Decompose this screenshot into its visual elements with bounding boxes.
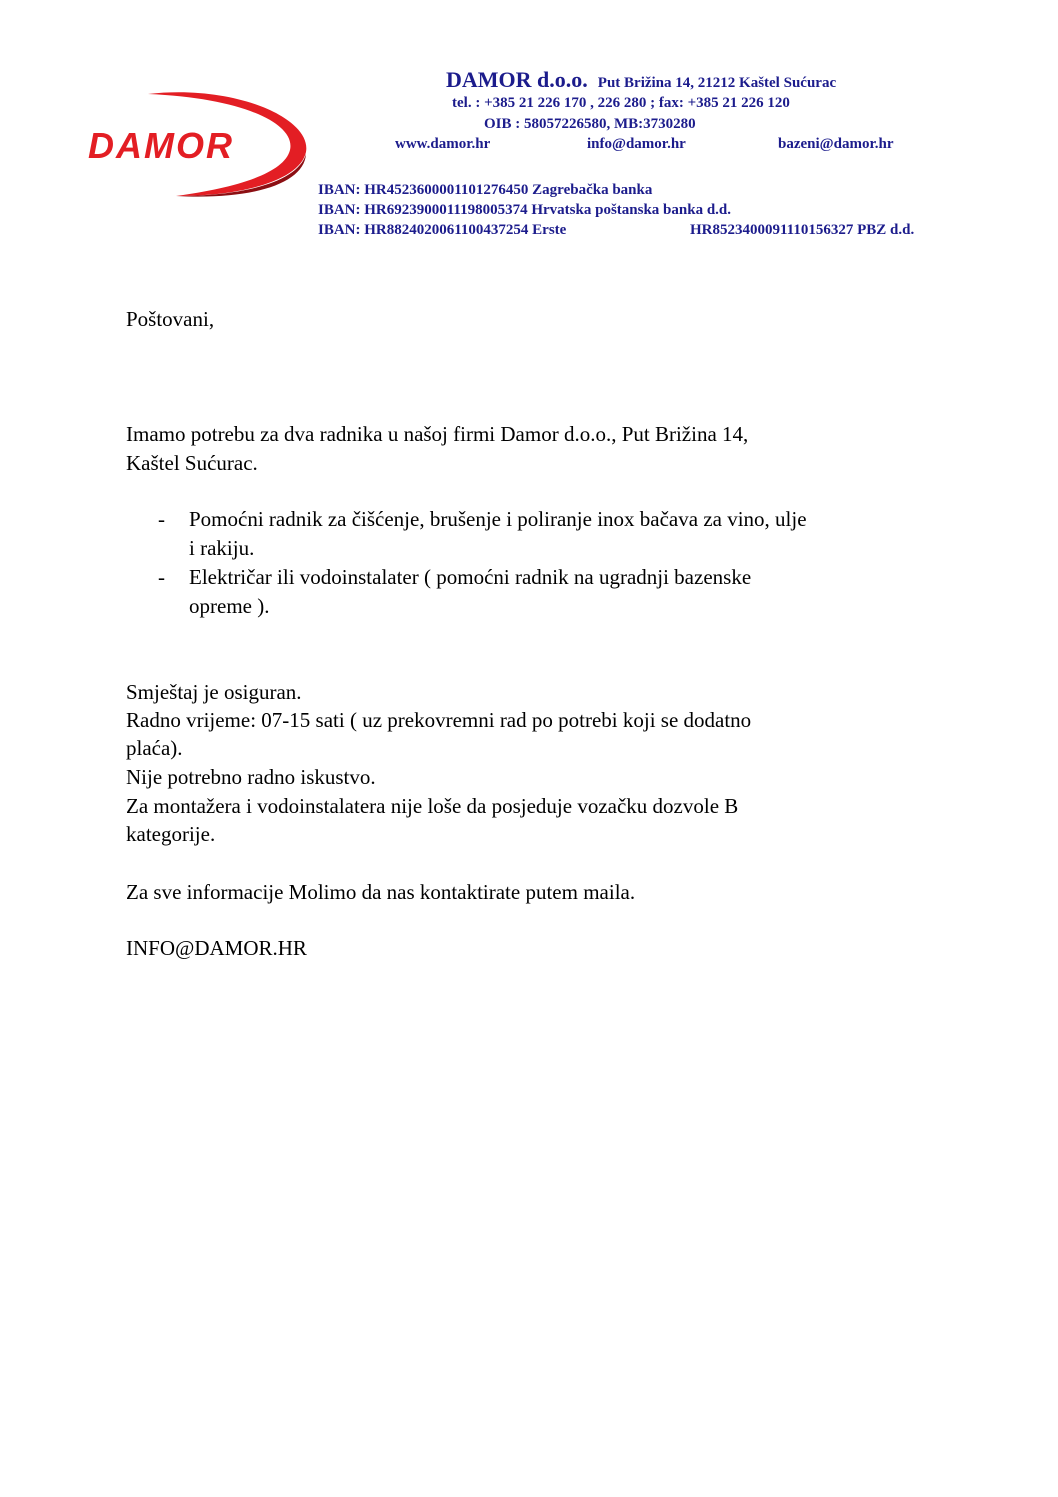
damor-logo (84, 88, 310, 200)
iban-3a: IBAN: HR8824020061100437254 Erste (318, 222, 567, 238)
contact-email[interactable]: INFO@DAMOR.HR (126, 936, 307, 960)
logo-text: DAMOR (88, 125, 234, 166)
experience-text: Nije potrebno radno iskustvo. (126, 765, 376, 789)
iban-3b: HR8523400091110156327 PBZ d.d. (690, 222, 915, 238)
working-hours-line-1: Radno vrijeme: 07-15 sati ( uz prekovremni rad po potrebi koji se dodatno (126, 708, 752, 732)
working-hours-line-2: plaća). (126, 736, 183, 760)
iban-1: IBAN: HR4523600001101276450 Zagrebačka banka (318, 182, 653, 198)
intro-line-1: Imamo potrebu za dva radnika u našoj firmi Damor d.o.o., Put Brižina 14, (126, 422, 749, 446)
company-name: DAMOR d.o.o. (446, 67, 588, 92)
bullet-1-line-2: i rakiju. (189, 536, 255, 560)
bullet-dash-1: - (158, 507, 165, 531)
company-address: Put Brižina 14, 21212 Kaštel Sućurac (597, 75, 837, 91)
company-header-line (446, 67, 836, 93)
intro-line-2: Kaštel Sućurac. (126, 451, 258, 475)
bullet-2-line-1: Električar ili vodoinstalater ( pomoćni radnik na ugradnji bazenske (189, 565, 752, 589)
greeting: Poštovani, (126, 307, 215, 331)
bullet-dash-2: - (158, 565, 165, 589)
license-line-1: Za montažera i vodoinstalatera nije loše da posjeduje vozačku dozvole B (126, 794, 739, 818)
email-info-link[interactable]: info@damor.hr (587, 136, 686, 152)
phone-fax: tel. : +385 21 226 170 , 226 280 ; fax: +385 21 226 120 (452, 95, 790, 111)
bullet-2-line-2: opreme ). (189, 594, 270, 618)
contact-request: Za sve informacije Molimo da nas kontaktirate putem maila. (126, 880, 636, 904)
bullet-1-line-1: Pomoćni radnik za čišćenje, brušenje i poliranje inox bačava za vino, ulje (189, 507, 807, 531)
email-bazeni-link[interactable]: bazeni@damor.hr (778, 136, 894, 152)
oib-mb: OIB : 58057226580, MB:3730280 (484, 116, 696, 132)
accommodation-text: Smještaj je osiguran. (126, 680, 302, 704)
iban-2: IBAN: HR6923900011198005374 Hrvatska poštanska banka d.d. (318, 202, 732, 218)
website-link[interactable]: www.damor.hr (395, 136, 491, 152)
license-line-2: kategorije. (126, 822, 216, 846)
